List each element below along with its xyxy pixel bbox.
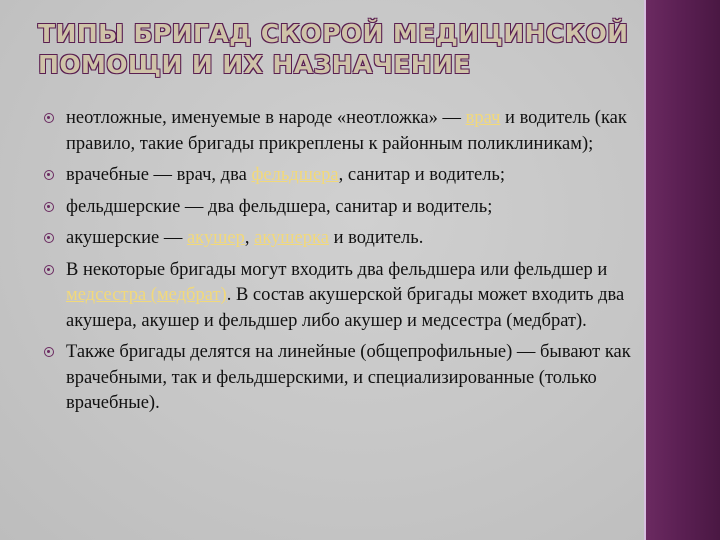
bullet-icon <box>44 233 54 243</box>
list-item <box>42 195 642 221</box>
bullet-icon <box>44 202 54 212</box>
bullet-icon <box>44 265 54 275</box>
title-line-2: ПОМОЩИ И ИХ НАЗНАЧЕНИЕ <box>38 50 471 79</box>
list-item <box>42 340 642 417</box>
link-vrach[interactable]: врач <box>465 108 501 128</box>
link-feldshera[interactable]: фельдшера <box>251 165 339 185</box>
title-line-1: ТИПЫ БРИГАД СКОРОЙ МЕДИЦИНСКОЙ <box>38 19 629 48</box>
item-text: . В состав акушерской бригады может входить два акушера, акушер и фельдшер либо акушер и медсестра (медбрат). <box>66 285 625 331</box>
item-text: и водитель. <box>328 228 424 248</box>
item-text: Также бригады делятся на линейные (общепрофильные) — бывают как врачебными, так и фельдшерскими, и специализированные (только врачебные). <box>66 342 631 413</box>
link-akusherka[interactable]: акушерка <box>254 228 329 248</box>
list-item <box>42 226 642 252</box>
bullet-list <box>42 106 642 423</box>
bullet-icon <box>44 170 54 180</box>
list-item <box>42 258 642 335</box>
item-text: неотложные, именуемые в народе «неотложка» — <box>66 108 466 128</box>
link-medsestra[interactable]: медсестра (медбрат) <box>66 285 227 305</box>
item-text: , <box>244 228 255 248</box>
list-item <box>42 106 642 157</box>
bullet-icon <box>44 347 54 357</box>
item-text: врачебные — врач, два <box>66 165 252 185</box>
decorative-side-band <box>646 0 720 540</box>
bullet-icon <box>44 113 54 123</box>
list-item <box>42 163 642 189</box>
item-text: , санитар и водитель; <box>338 165 506 185</box>
slide-title <box>38 18 629 80</box>
item-text: и водитель (как правило, такие бригады прикреплены к районным поликлиникам); <box>66 108 627 154</box>
item-text: фельдшерские — два фельдшера, санитар и водитель; <box>66 196 493 217</box>
item-text: В некоторые бригады могут входить два фельдшера или фельдшер и <box>66 259 608 280</box>
item-text: акушерские — <box>66 228 187 248</box>
link-akusher[interactable]: акушер <box>186 228 245 248</box>
